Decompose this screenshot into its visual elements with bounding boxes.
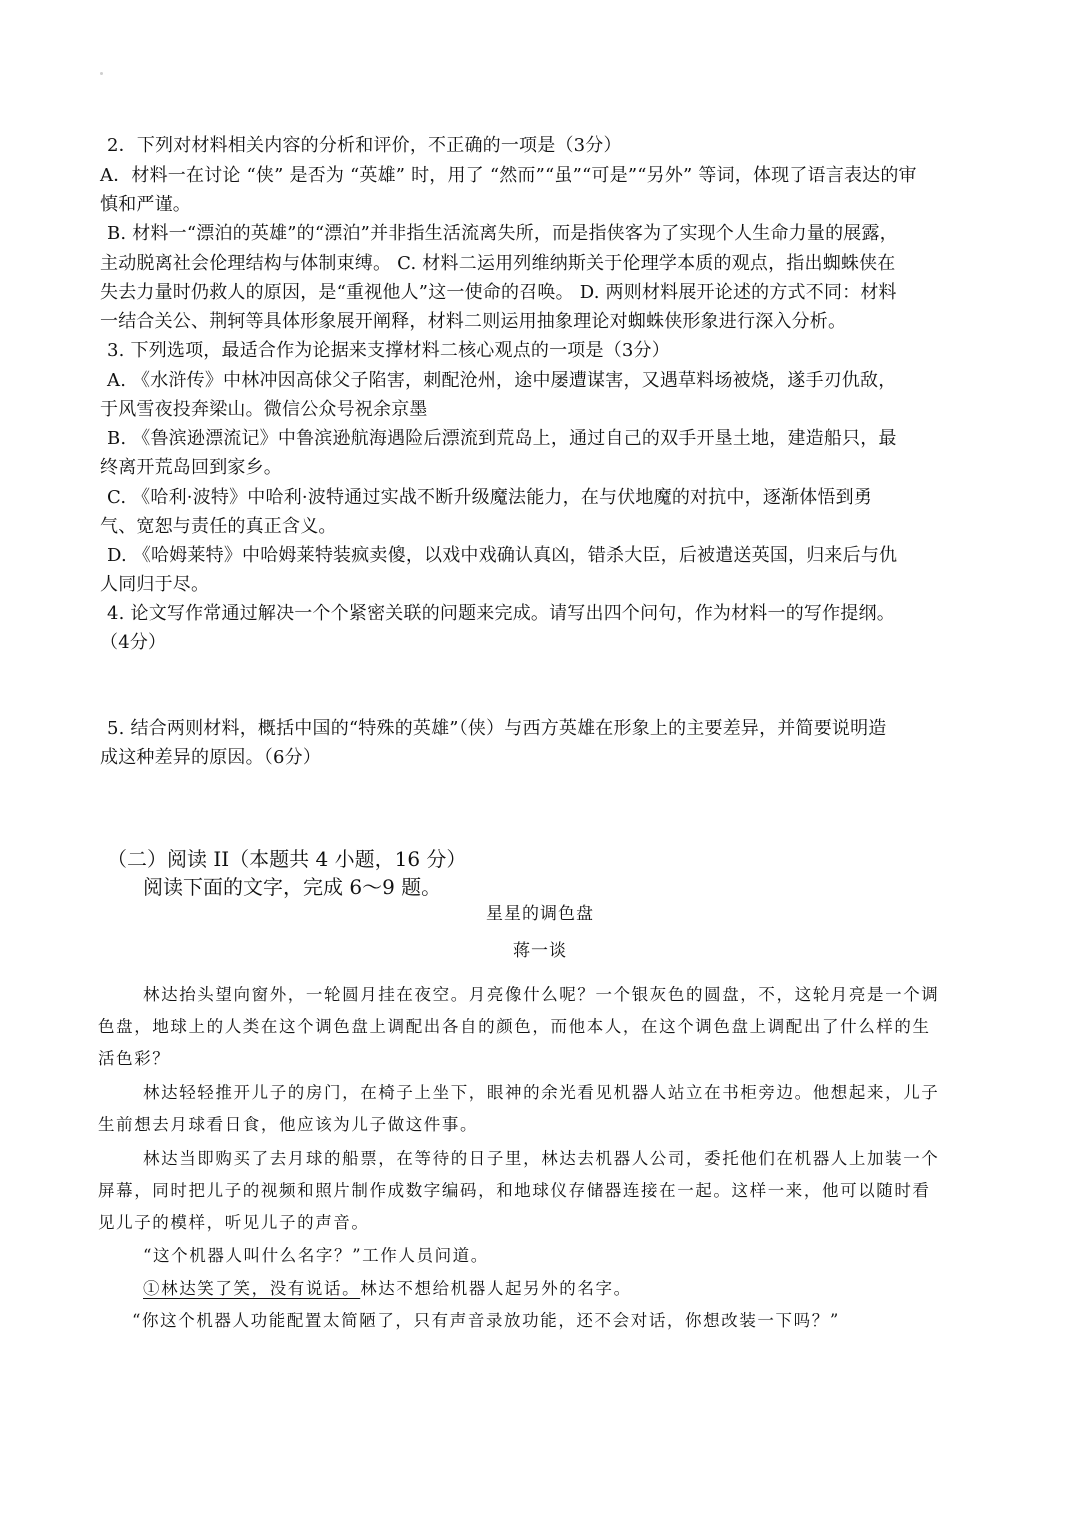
q2-option-a-line1: A．材料一在讨论 “侠” 是否为 “英雄” 时，用了 “然而”“虽”“可是”“另外” 等词，体现了语言表达的审 bbox=[100, 165, 917, 186]
q2-option-b-line1: B. 材料一“漂泊的英雄”的“漂泊”并非指生活流离失所，而是指侠客为了实现个人生命力量的展露， bbox=[107, 223, 898, 244]
scan-dot bbox=[100, 72, 103, 75]
q3-option-b-line1: B. 《鲁滨逊漂流记》中鲁滨逊航海遇险后漂流到荒岛上，通过自己的双手开垦土地，建造船只，最 bbox=[107, 428, 897, 449]
q2-stem: 2．下列对材料相关内容的分析和评价，不正确的一项是（3分） bbox=[107, 135, 622, 156]
q3-option-d-line1: D. 《哈姆莱特》中哈姆莱特装疯卖傻，以戏中戏确认真凶，错杀大臣，后被遣送英国，归来后与仇 bbox=[107, 545, 898, 566]
story-p1-line3: 活色彩？ bbox=[98, 1049, 171, 1068]
q3-stem: 3. 下列选项，最适合作为论据来支撑材料二核心观点的一项是（3分） bbox=[107, 340, 670, 361]
q4-line1: 4. 论文写作常通过解决一个个紧密关联的问题来完成。请写出四个问句，作为材料一的写作提纲。 bbox=[107, 603, 895, 624]
story-p2-line2: 生前想去月球看日食，他应该为儿子做这件事。 bbox=[98, 1115, 479, 1134]
story-p3-line3: 见儿子的模样，听见儿子的声音。 bbox=[98, 1213, 370, 1232]
q4-line2: （4分） bbox=[100, 632, 167, 653]
q2-option-a-line2: 慎和严谨。 bbox=[100, 194, 191, 215]
q2-option-bcd-line2: 主动脱离社会伦理结构与体制束缚。 C. 材料二运用列维纳斯关于伦理学本质的观点，指出蜘蛛侠在 bbox=[100, 253, 896, 274]
story-title: 星星的调色盘 bbox=[486, 904, 594, 924]
story-p1-line2: 色盘，地球上的人类在这个调色盘上调配出各自的颜色，而他本人，在这个调色盘上调配出了什么样的生 bbox=[98, 1017, 931, 1036]
q3-option-a-line2: 于风雪夜投奔梁山。微信公众号祝余京墨 bbox=[100, 399, 428, 420]
story-p3-line2: 屏幕，同时把儿子的视频和照片制作成数字编码，和地球仪存储器连接在一起。这样一来，他可以随时看 bbox=[98, 1181, 931, 1200]
section-2-instruction: 阅读下面的文字，完成 6～9 题。 bbox=[143, 875, 442, 899]
q3-option-c-line1: C. 《哈利·波特》中哈利·波特通过实战不断升级魔法能力，在与伏地魔的对抗中，逐渐体悟到勇 bbox=[107, 487, 873, 508]
story-p6: “你这个机器人功能配置太简陋了，只有声音录放功能，还不会对话，你想改装一下吗？” bbox=[132, 1311, 840, 1330]
q3-option-a-line1: A. 《水浒传》中林冲因高俅父子陷害，刺配沧州，途中屡遭谋害，又遇草料场被烧，遂手刃仇敌， bbox=[107, 370, 897, 391]
q2-option-bcd-line3: 失去力量时仍救人的原因，是“重视他人”这一使命的召唤。 D. 两则材料展开论述的方式不同：材料 bbox=[100, 282, 897, 303]
story-p4: “这个机器人叫什么名字？”工作人员问道。 bbox=[143, 1246, 489, 1265]
story-p5-marked-sentence: ①林达笑了笑，没有说话。 bbox=[143, 1279, 361, 1298]
q3-option-c-line2: 气、宽恕与责任的真正含义。 bbox=[100, 516, 337, 537]
story-p5-rest: 林达不想给机器人起另外的名字。 bbox=[360, 1279, 632, 1298]
q3-option-d-line2: 人同归于尽。 bbox=[100, 574, 210, 595]
q5-line2: 成这种差异的原因。（6分） bbox=[100, 747, 322, 768]
story-p3-line1: 林达当即购买了去月球的船票，在等待的日子里，林达去机器人公司，委托他们在机器人上加装一个 bbox=[143, 1149, 940, 1168]
q5-line1: 5. 结合两则材料，概括中国的“特殊的英雄”（侠）与西方英雄在形象上的主要差异，并简要说明造 bbox=[107, 718, 887, 739]
story-p2-line1: 林达轻轻推开儿子的房门，在椅子上坐下，眼神的余光看见机器人站立在书柜旁边。他想起来，儿子 bbox=[143, 1083, 940, 1102]
story-p1-line1: 林达抬头望向窗外，一轮圆月挂在夜空。月亮像什么呢？一个银灰色的圆盘，不，这轮月亮是一个调 bbox=[143, 985, 940, 1004]
section-2-heading: （二）阅读 II（本题共 4 小题，16 分） bbox=[107, 847, 467, 871]
story-author: 蒋一谈 bbox=[513, 941, 567, 961]
q2-option-bcd-line4: 一结合关公、荆轲等具体形象展开阐释，材料二则运用抽象理论对蜘蛛侠形象进行深入分析。 bbox=[100, 311, 847, 332]
story-p5 bbox=[143, 1273, 1028, 1305]
q3-option-b-line2: 终离开荒岛回到家乡。 bbox=[100, 457, 282, 478]
